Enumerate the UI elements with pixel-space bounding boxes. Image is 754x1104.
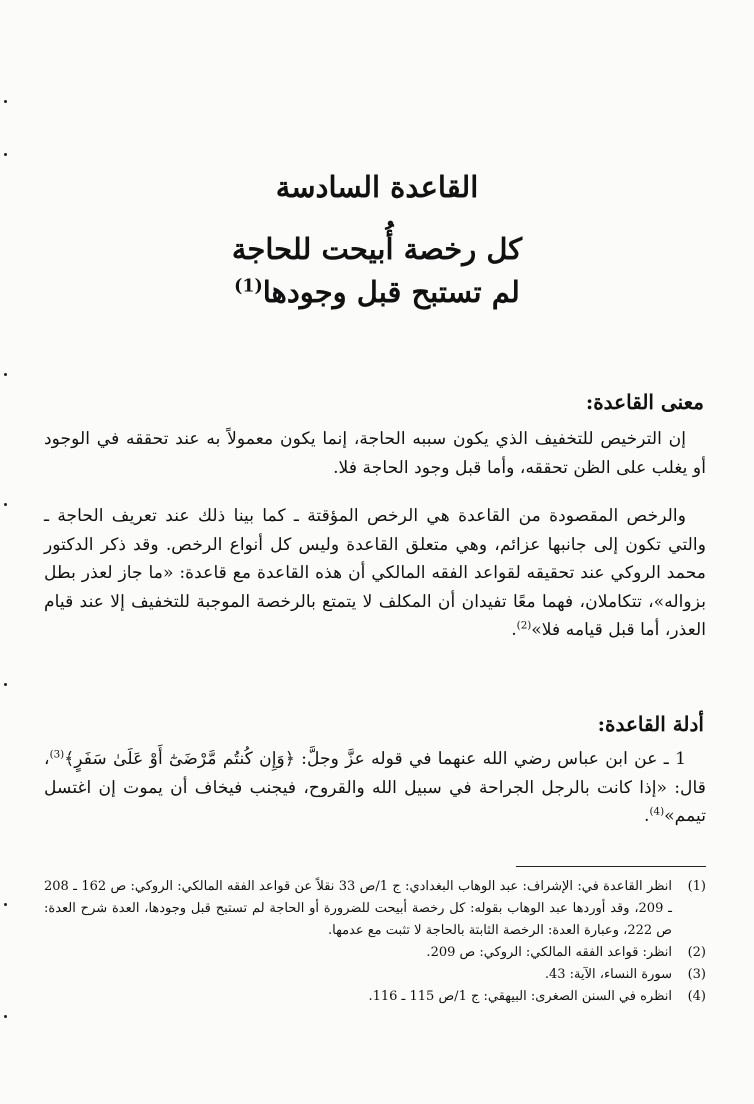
rule-title-line2-text: لم تستبح قبل وجودها	[262, 275, 520, 309]
paragraph-meaning-2-text: والرخص المقصودة من القاعدة هي الرخص المؤقتة ـ كما بينا ذلك عند تعريف الحاجة ـ والتي تكون إلى جانبها عزائم، وهي متعلق القاعدة وليس كل أنواع الرخص. وقد ذكر الدكتور محمد الروكي عند تحقيقه لقواعد الفقه المالكي أن هذه القاعدة مع قاعدة: «ما جاز لعذر بطل بزواله»، تتكاملان، فهما معًا تفيدان أن المكلف لا يتمتع بالرخصة الموجبة للتخفيف إلا عند قيام العذر، أما قبل قيامه فلا»	[44, 506, 706, 640]
footnote-item	[44, 942, 706, 964]
footnote-number: (1)	[687, 879, 706, 894]
footnote-number: (2)	[687, 945, 706, 960]
evidence-quote-start: 1 ـ عن ابن عباس رضي الله عنهما في قوله عزَّ وجلَّ: ﴿وَإِن كُنتُم مَّرْضَىٰٓ أَوْ عَلَىٰ سَفَرٍ﴾	[64, 749, 686, 769]
footnote-number: (3)	[687, 967, 706, 982]
margin-mark	[4, 153, 7, 156]
footnote-item	[44, 964, 706, 986]
margin-mark	[4, 100, 7, 103]
footnote-item	[44, 876, 706, 942]
footnote-ref-2[interactable]: (2)	[516, 619, 532, 632]
margin-mark	[4, 503, 7, 506]
margin-mark	[4, 1015, 7, 1018]
paragraph-end-mark: .	[644, 806, 650, 826]
rule-title-line1: كل رخصة أُبيحت للحاجة	[231, 232, 523, 266]
footnote-item	[44, 986, 706, 1008]
paragraph-meaning-2	[44, 502, 706, 645]
margin-mark	[4, 683, 7, 686]
paragraph-evidence-1	[44, 745, 706, 831]
rule-number-title: القاعدة السادسة	[275, 170, 479, 204]
footnote-number: (4)	[687, 989, 706, 1004]
paragraph-end-mark: .	[511, 620, 517, 640]
footnote-text: انظره في السنن الصغرى: البيهقي: ج 1/ص 115 ـ 116.	[368, 989, 672, 1004]
footnote-separator	[516, 866, 706, 867]
footnote-ref-1[interactable]: (1)	[234, 276, 263, 297]
footnote-text: انظر: قواعد الفقه المالكي: الروكي: ص 209.	[426, 945, 672, 960]
paragraph-meaning-1: إن الترخيص للتخفيف الذي يكون سببه الحاجة، إنما يكون معمولاً به عند تحققه في الوجود أو يغلب على الظن تحققه، وأما قبل وجود الحاجة فلا.	[44, 429, 706, 478]
section-heading-meaning: معنى القاعدة:	[585, 390, 704, 414]
footnotes-list	[44, 876, 706, 1008]
footnote-text: سورة النساء، الآية: 43.	[544, 967, 672, 982]
footnote-ref-3[interactable]: (3)	[49, 748, 65, 761]
margin-mark	[4, 903, 7, 906]
rule-title-line2	[0, 275, 754, 309]
evidence-quote-rest: ، قال: «إذا كانت بالرجل الجراحة في سبيل الله والقروح، فيجنب فيخاف أن يموت إن اغتسل تيمم»	[44, 749, 706, 826]
footnote-text: انظر القاعدة في: الإشراف: عبد الوهاب البغدادي: ج 1/ص 33 نقلاً عن قواعد الفقه المالكي: الروكي: ص 162 ـ 208 ـ 209، وقد أوردها عبد الوهاب بقوله: كل رخصة أبيحت للضرورة أو الحاجة لم تستبح قبل وجودها، العدة شرح العدة: ص 222، وعبارة العدة: الرخصة الثابتة بالحاجة لا تثبت مع عدمها.	[44, 879, 673, 938]
section-heading-evidence: أدلة القاعدة:	[597, 712, 704, 736]
footnote-ref-4[interactable]: (4)	[649, 805, 665, 818]
margin-mark	[4, 373, 7, 376]
